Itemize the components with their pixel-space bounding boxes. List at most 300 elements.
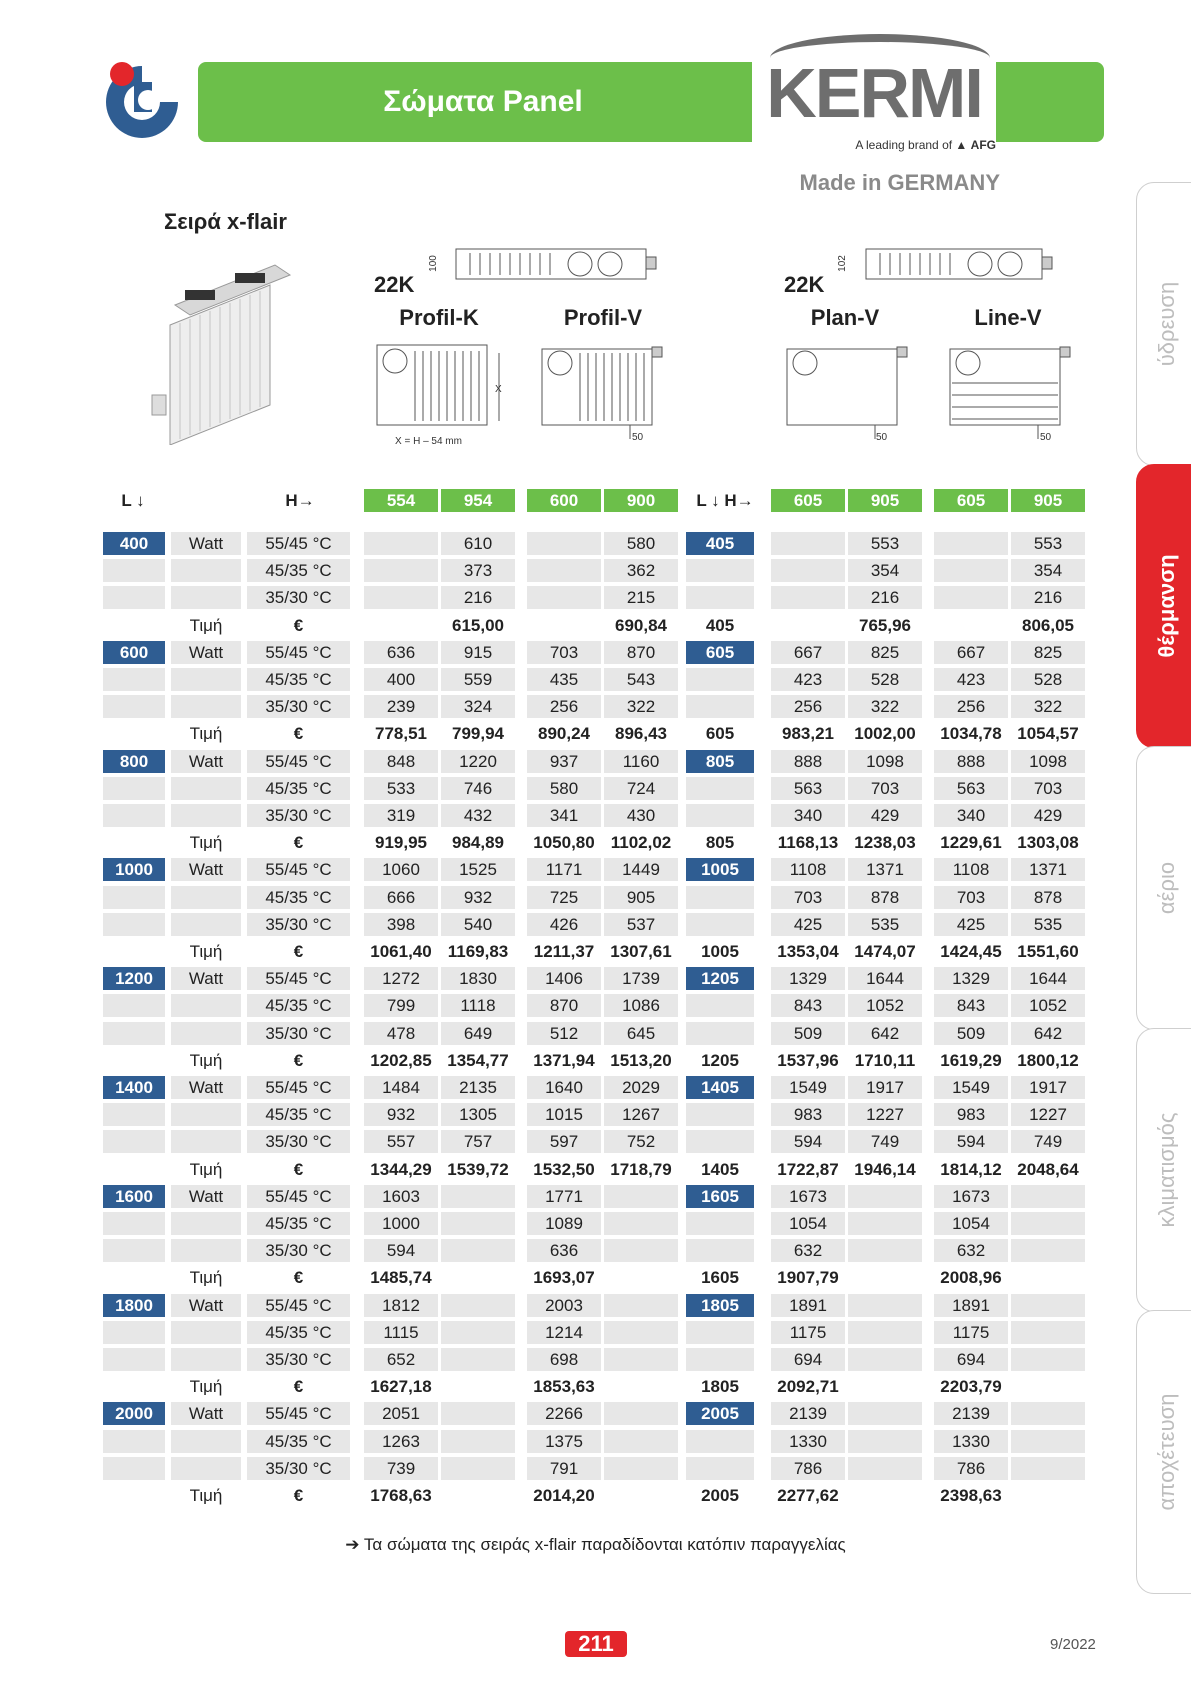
- unit-cell: Watt: [171, 1294, 241, 1317]
- price-length-2: 1205: [701, 1050, 739, 1070]
- page-title: Σώματα Panel: [383, 85, 583, 118]
- length-cell-2: [686, 1321, 754, 1344]
- watt-value: 1673: [934, 1185, 1008, 1208]
- price-value: 1353,04: [777, 942, 839, 961]
- tab-heating[interactable]: θέρμανση: [1136, 464, 1191, 748]
- series-title: Σειρά x-flair: [164, 209, 287, 234]
- unit-cell: [171, 586, 241, 609]
- length-cell-2: 1405: [686, 1076, 754, 1099]
- watt-value: 666: [364, 886, 438, 909]
- temp-cell: 45/35 °C: [247, 559, 350, 582]
- page-number: 211: [565, 1631, 627, 1657]
- price-value: 1474,07: [854, 942, 916, 961]
- price-value: 799,94: [452, 724, 504, 744]
- price-label: Τιμή: [189, 1268, 223, 1288]
- length-cell: [103, 994, 165, 1017]
- length-cell: [103, 1103, 165, 1126]
- watt-value: 425: [934, 913, 1008, 936]
- length-cell-2: 1205: [686, 967, 754, 990]
- euro-label: €: [293, 942, 304, 961]
- length-cell: [103, 1430, 165, 1453]
- watt-value: 1108: [934, 858, 1008, 881]
- price-value: 2203,79: [940, 1377, 1002, 1397]
- watt-value: [848, 1185, 922, 1208]
- watt-value: 649: [441, 1022, 515, 1045]
- length-cell-2: [686, 1430, 754, 1453]
- length-cell: 600: [103, 641, 165, 664]
- price-value: 2008,96: [940, 1268, 1002, 1288]
- col-header-l: L ↓: [121, 491, 145, 510]
- euro-label: €: [293, 1377, 304, 1397]
- watt-value: 752: [604, 1130, 678, 1153]
- watt-value: 1375: [527, 1430, 601, 1453]
- watt-value: 1525: [441, 858, 515, 881]
- price-value: [1011, 1375, 1085, 1398]
- length-cell-2: [686, 804, 754, 827]
- watt-value: 870: [604, 641, 678, 664]
- watt-value: 652: [364, 1348, 438, 1371]
- col-header-height: 605: [771, 489, 845, 512]
- length-cell-2: [686, 1212, 754, 1235]
- watt-value: 2139: [771, 1402, 845, 1425]
- watt-value: [771, 586, 845, 609]
- watt-value: 667: [771, 641, 845, 664]
- watt-value: 256: [527, 695, 601, 718]
- temp-cell: 45/35 °C: [247, 1212, 350, 1235]
- length-cell: [103, 668, 165, 691]
- watt-value: 509: [934, 1022, 1008, 1045]
- watt-value: [771, 559, 845, 582]
- price-value: 1693,07: [533, 1268, 595, 1288]
- price-value: 615,00: [452, 615, 504, 635]
- price-length-2: 805: [705, 833, 735, 853]
- watt-value: 1060: [364, 858, 438, 881]
- unit-cell: [171, 559, 241, 582]
- price-value: 2014,20: [533, 1486, 595, 1505]
- watt-value: 739: [364, 1457, 438, 1480]
- watt-value: 870: [527, 994, 601, 1017]
- watt-value: 694: [771, 1348, 845, 1371]
- price-length-2: 1805: [701, 1377, 739, 1397]
- watt-value: [604, 1321, 678, 1344]
- watt-value: [441, 1457, 515, 1480]
- watt-value: 1267: [604, 1103, 678, 1126]
- temp-cell: 35/30 °C: [247, 913, 350, 936]
- watt-value: [1011, 1212, 1085, 1235]
- length-cell-2: [686, 1103, 754, 1126]
- watt-value: 1549: [934, 1076, 1008, 1099]
- watt-value: 1118: [441, 994, 515, 1017]
- watt-value: 340: [934, 804, 1008, 827]
- unit-cell: [171, 994, 241, 1017]
- profile-label-plan-v: Plan-V: [810, 305, 880, 330]
- unit-cell: Watt: [171, 532, 241, 555]
- length-cell-2: [686, 559, 754, 582]
- price-label: Τιμή: [189, 1486, 223, 1505]
- watt-value: 703: [1011, 777, 1085, 800]
- price-value: [848, 1266, 922, 1289]
- price-length-2: 1005: [701, 942, 739, 961]
- unit-cell: [171, 668, 241, 691]
- watt-value: 703: [527, 641, 601, 664]
- watt-value: [848, 1321, 922, 1344]
- type-label-1: 22K: [374, 272, 415, 297]
- col-header-height: 954: [441, 489, 515, 512]
- unit-cell: [171, 1212, 241, 1235]
- length-cell: 1800: [103, 1294, 165, 1317]
- watt-value: 1917: [1011, 1076, 1085, 1099]
- height-dim-1: 100: [427, 255, 439, 272]
- brand-tagline: A leading brand of ▲ AFG: [855, 138, 996, 152]
- length-cell-2: 1605: [686, 1185, 754, 1208]
- price-value: 1513,20: [610, 1050, 672, 1070]
- watt-value: 341: [527, 804, 601, 827]
- temp-cell: 55/45 °C: [247, 532, 350, 555]
- watt-value: 983: [771, 1103, 845, 1126]
- price-value: 1853,63: [533, 1377, 595, 1397]
- temp-cell: 55/45 °C: [247, 967, 350, 990]
- watt-value: 429: [848, 804, 922, 827]
- price-value: 765,96: [859, 615, 911, 635]
- watt-value: 1263: [364, 1430, 438, 1453]
- watt-value: 2051: [364, 1402, 438, 1425]
- watt-value: 429: [1011, 804, 1085, 827]
- height-dim-2: 102: [836, 255, 848, 272]
- length-cell-2: [686, 1457, 754, 1480]
- price-value: 2277,62: [777, 1486, 839, 1505]
- watt-value: 557: [364, 1130, 438, 1153]
- watt-value: 642: [1011, 1022, 1085, 1045]
- unit-cell: Watt: [171, 967, 241, 990]
- price-value: 2398,63: [940, 1486, 1002, 1505]
- price-value: 1307,61: [610, 942, 672, 961]
- tab-gas[interactable]: αέριο: [1136, 746, 1191, 1030]
- formula-label: X = H – 54 mm: [395, 436, 462, 447]
- watt-value: 825: [1011, 641, 1085, 664]
- watt-value: 256: [934, 695, 1008, 718]
- watt-value: 610: [441, 532, 515, 555]
- watt-value: 1640: [527, 1076, 601, 1099]
- watt-value: 725: [527, 886, 601, 909]
- watt-value: [1011, 1239, 1085, 1262]
- price-value: 1054,57: [1017, 724, 1079, 744]
- profile-label-v: Profil-V: [563, 305, 643, 330]
- temp-cell: 35/30 °C: [247, 1348, 350, 1371]
- unit-cell: [171, 1348, 241, 1371]
- watt-value: 400: [364, 668, 438, 691]
- watt-value: 1160: [604, 750, 678, 773]
- temp-cell: 45/35 °C: [247, 886, 350, 909]
- length-cell: 1600: [103, 1185, 165, 1208]
- watt-value: 256: [771, 695, 845, 718]
- watt-value: 843: [771, 994, 845, 1017]
- watt-value: [1011, 1321, 1085, 1344]
- watt-value: 1891: [771, 1294, 845, 1317]
- watt-value: 1329: [934, 967, 1008, 990]
- length-cell: [103, 777, 165, 800]
- watt-value: 2029: [604, 1076, 678, 1099]
- watt-value: [604, 1212, 678, 1235]
- watt-value: [1011, 1430, 1085, 1453]
- col-header-height: 605: [934, 489, 1008, 512]
- temp-cell: 55/45 °C: [247, 1076, 350, 1099]
- tab-water-supply[interactable]: ύδρευση: [1136, 182, 1191, 466]
- watt-value: 373: [441, 559, 515, 582]
- tab-air-conditioning[interactable]: κλιματισμός: [1136, 1028, 1191, 1312]
- watt-value: 905: [604, 886, 678, 909]
- temp-cell: 55/45 °C: [247, 858, 350, 881]
- euro-label: €: [293, 1050, 304, 1070]
- price-value: [1011, 1484, 1085, 1507]
- watt-value: 1603: [364, 1185, 438, 1208]
- watt-value: [604, 1239, 678, 1262]
- watt-value: 1115: [364, 1321, 438, 1344]
- length-cell: [103, 1130, 165, 1153]
- col-header-height: 900: [604, 489, 678, 512]
- watt-value: 1175: [934, 1321, 1008, 1344]
- unit-cell: [171, 1239, 241, 1262]
- watt-value: 322: [848, 695, 922, 718]
- watt-value: [934, 532, 1008, 555]
- watt-value: 1272: [364, 967, 438, 990]
- profil-v-diagram: [540, 343, 670, 443]
- price-value: 1202,85: [370, 1050, 432, 1070]
- watt-value: 535: [1011, 913, 1085, 936]
- length-cell: [103, 804, 165, 827]
- watt-value: 594: [364, 1239, 438, 1262]
- length-cell: [103, 695, 165, 718]
- watt-value: 2003: [527, 1294, 601, 1317]
- watt-value: 430: [604, 804, 678, 827]
- temp-cell: 45/35 °C: [247, 994, 350, 1017]
- watt-value: 398: [364, 913, 438, 936]
- watt-value: 1644: [848, 967, 922, 990]
- temp-cell: 35/30 °C: [247, 804, 350, 827]
- price-value: 1768,63: [370, 1486, 432, 1505]
- price-value: 1485,74: [370, 1268, 432, 1288]
- watt-value: 432: [441, 804, 515, 827]
- unit-cell: [171, 1103, 241, 1126]
- price-value: [364, 614, 438, 637]
- watt-value: 1086: [604, 994, 678, 1017]
- length-cell: 800: [103, 750, 165, 773]
- price-value: [848, 1375, 922, 1398]
- temp-cell: 55/45 °C: [247, 750, 350, 773]
- watt-value: 597: [527, 1130, 601, 1153]
- watt-value: 423: [934, 668, 1008, 691]
- watt-value: 1089: [527, 1212, 601, 1235]
- price-value: 919,95: [375, 833, 427, 853]
- unit-cell: [171, 913, 241, 936]
- price-value: 1539,72: [447, 1159, 509, 1179]
- watt-value: 1330: [771, 1430, 845, 1453]
- watt-value: [934, 559, 1008, 582]
- watt-value: [1011, 1185, 1085, 1208]
- price-value: 1551,60: [1017, 942, 1079, 961]
- watt-value: 553: [1011, 532, 1085, 555]
- watt-value: 1644: [1011, 967, 1085, 990]
- watt-value: 636: [527, 1239, 601, 1262]
- length-cell: [103, 559, 165, 582]
- unit-cell: [171, 804, 241, 827]
- price-value: 1627,18: [370, 1377, 432, 1397]
- price-value: 778,51: [375, 724, 427, 744]
- price-length-2: 1605: [701, 1268, 739, 1288]
- price-value: [771, 614, 845, 637]
- watt-value: 1175: [771, 1321, 845, 1344]
- brand-logo: KERMI: [766, 54, 982, 132]
- price-value: 896,43: [615, 724, 667, 744]
- watt-value: 324: [441, 695, 515, 718]
- watt-value: 1054: [934, 1212, 1008, 1235]
- watt-value: 354: [1011, 559, 1085, 582]
- unit-cell: Watt: [171, 641, 241, 664]
- watt-value: 636: [364, 641, 438, 664]
- side-section-diagram-2: [850, 245, 1070, 285]
- price-value: 1344,29: [370, 1159, 432, 1179]
- price-value: 1537,96: [777, 1050, 839, 1070]
- watt-value: 749: [848, 1130, 922, 1153]
- watt-value: 215: [604, 586, 678, 609]
- watt-value: [848, 1294, 922, 1317]
- price-value: 1168,13: [777, 833, 839, 853]
- made-in-label: Made in GERMANY: [799, 170, 1000, 195]
- footer-note: ➔ Τα σώματα της σειράς x-flair παραδίδονται κατόπιν παραγγελίας: [345, 1535, 846, 1554]
- watt-value: 645: [604, 1022, 678, 1045]
- unit-cell: Watt: [171, 858, 241, 881]
- length-cell-2: 605: [686, 641, 754, 664]
- price-value: 1229,61: [940, 833, 1002, 853]
- length-cell: [103, 1212, 165, 1235]
- length-cell-2: [686, 1239, 754, 1262]
- watt-value: 1305: [441, 1103, 515, 1126]
- watt-value: 553: [848, 532, 922, 555]
- watt-value: 757: [441, 1130, 515, 1153]
- watt-value: [848, 1457, 922, 1480]
- watt-value: 594: [934, 1130, 1008, 1153]
- price-value: 1946,14: [854, 1159, 916, 1179]
- profile-label-line-v: Line-V: [974, 305, 1042, 330]
- price-value: [604, 1375, 678, 1398]
- temp-cell: 35/30 °C: [247, 1022, 350, 1045]
- watt-value: [441, 1402, 515, 1425]
- price-value: 984,89: [452, 833, 504, 853]
- euro-label: €: [293, 615, 304, 635]
- watt-value: 694: [934, 1348, 1008, 1371]
- watt-value: 932: [441, 886, 515, 909]
- watt-value: 1052: [1011, 994, 1085, 1017]
- price-label: Τιμή: [189, 1050, 223, 1070]
- watt-value: 1917: [848, 1076, 922, 1099]
- price-value: 1002,00: [854, 724, 916, 744]
- watt-value: 703: [771, 886, 845, 909]
- length-cell-2: [686, 586, 754, 609]
- temp-cell: 35/30 °C: [247, 1130, 350, 1153]
- watt-value: 983: [934, 1103, 1008, 1126]
- watt-value: 319: [364, 804, 438, 827]
- length-cell: [103, 886, 165, 909]
- length-cell-2: 1005: [686, 858, 754, 881]
- length-cell-2: [686, 994, 754, 1017]
- price-label: Τιμή: [189, 1159, 223, 1179]
- watt-value: 1739: [604, 967, 678, 990]
- watt-value: 528: [1011, 668, 1085, 691]
- watt-value: 825: [848, 641, 922, 664]
- watt-value: 594: [771, 1130, 845, 1153]
- watt-value: [364, 559, 438, 582]
- price-value: 1722,87: [777, 1159, 839, 1179]
- watt-value: 1098: [848, 750, 922, 773]
- watt-value: 642: [848, 1022, 922, 1045]
- watt-value: 1098: [1011, 750, 1085, 773]
- afg-icon: ▲: [955, 138, 968, 152]
- watt-value: 799: [364, 994, 438, 1017]
- watt-value: [441, 1212, 515, 1235]
- watt-value: 559: [441, 668, 515, 691]
- length-cell-2: [686, 1022, 754, 1045]
- watt-value: 632: [934, 1239, 1008, 1262]
- watt-value: 1484: [364, 1076, 438, 1099]
- length-cell: [103, 1022, 165, 1045]
- dim-50-label-3: 50: [1040, 432, 1052, 443]
- line-v-diagram: [948, 343, 1078, 443]
- profil-k-diagram: [375, 343, 515, 433]
- watt-value: 528: [848, 668, 922, 691]
- length-cell-2: [686, 913, 754, 936]
- price-value: [441, 1266, 515, 1289]
- watt-value: 216: [441, 586, 515, 609]
- price-value: 2092,71: [777, 1377, 839, 1397]
- dim-50-label-2: 50: [876, 432, 888, 443]
- x-dim-label: X: [495, 384, 502, 395]
- unit-cell: [171, 1130, 241, 1153]
- tab-drainage[interactable]: αποχέτευση: [1136, 1310, 1191, 1594]
- price-value: [441, 1484, 515, 1507]
- length-cell-2: 2005: [686, 1402, 754, 1425]
- watt-value: [441, 1239, 515, 1262]
- watt-value: 878: [1011, 886, 1085, 909]
- watt-value: 888: [934, 750, 1008, 773]
- price-value: 1619,29: [940, 1050, 1002, 1070]
- unit-cell: [171, 1430, 241, 1453]
- price-value: [848, 1484, 922, 1507]
- unit-cell: [171, 1321, 241, 1344]
- price-value: [934, 614, 1008, 637]
- watt-value: 543: [604, 668, 678, 691]
- unit-cell: [171, 695, 241, 718]
- watt-value: 1214: [527, 1321, 601, 1344]
- price-value: 1102,02: [610, 833, 672, 853]
- price-value: 2048,64: [1017, 1159, 1079, 1179]
- price-label: Τιμή: [189, 724, 223, 744]
- unit-cell: [171, 1457, 241, 1480]
- watt-value: [604, 1185, 678, 1208]
- temp-cell: 35/30 °C: [247, 586, 350, 609]
- watt-value: 698: [527, 1348, 601, 1371]
- watt-value: [441, 1321, 515, 1344]
- price-value: [1011, 1266, 1085, 1289]
- watt-value: 937: [527, 750, 601, 773]
- watt-value: 563: [934, 777, 1008, 800]
- temp-cell: 45/35 °C: [247, 1321, 350, 1344]
- price-value: [441, 1375, 515, 1398]
- watt-value: 632: [771, 1239, 845, 1262]
- price-value: 1238,03: [854, 833, 916, 853]
- watt-value: [848, 1212, 922, 1235]
- watt-value: [934, 586, 1008, 609]
- length-cell-2: [686, 777, 754, 800]
- length-cell: [103, 586, 165, 609]
